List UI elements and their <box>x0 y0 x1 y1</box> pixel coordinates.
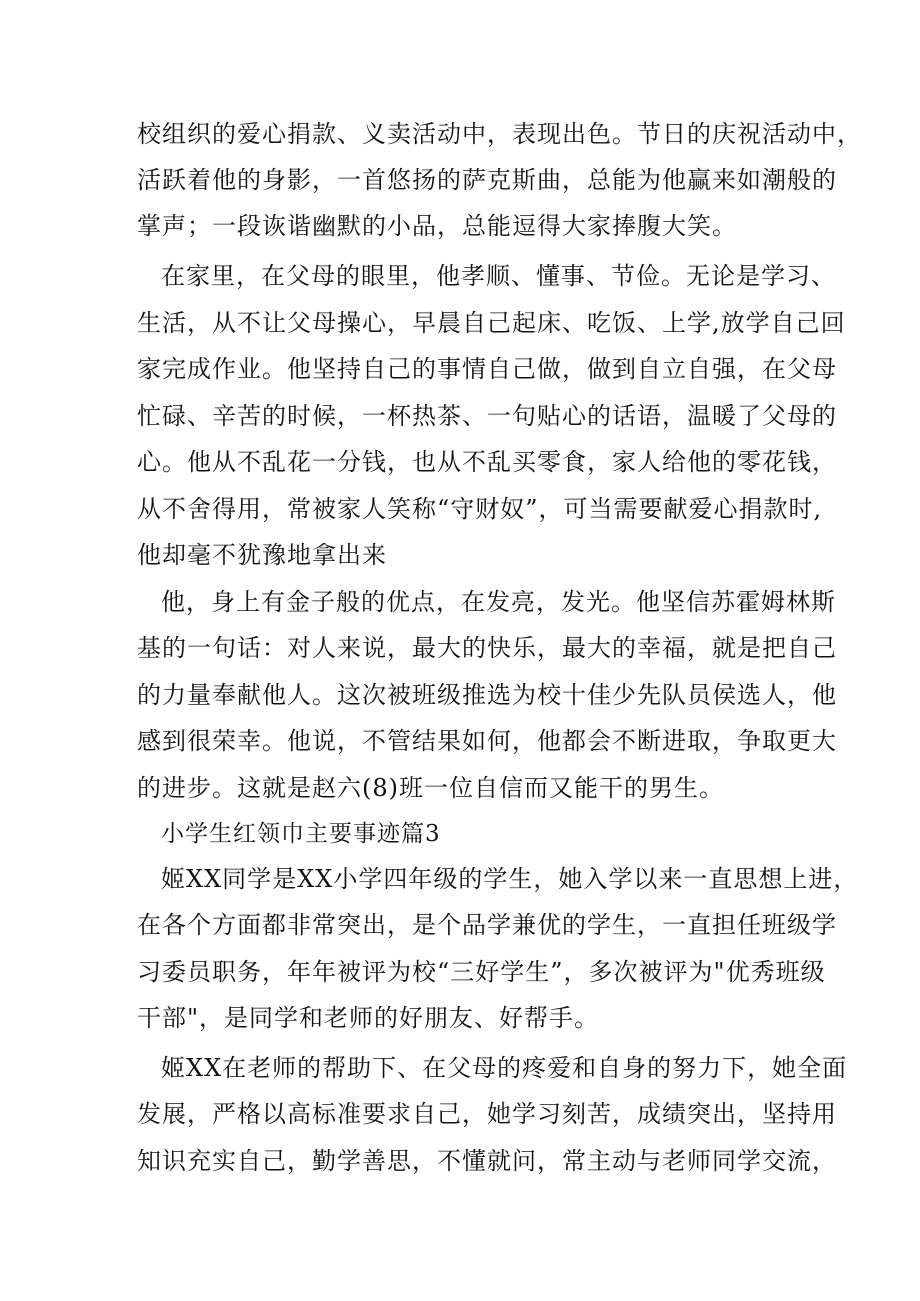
text-line: 校组织的爱心捐款、义卖活动中，表现出色。节日的庆祝活动中， <box>137 120 862 148</box>
text-line: 家完成作业。他坚持自己的事情自己做，做到自立自强，在父母 <box>137 355 837 383</box>
text-line: 他却毫不犹豫地拿出来 <box>137 541 387 569</box>
text-line: 的力量奉献他人。这次被班级推选为校十佳少先队员侯选人，他 <box>137 681 837 709</box>
text-line: 干部"，是同学和老师的好朋友、好帮手。 <box>137 1004 600 1032</box>
text-line: 忙碌、辛苦的时候，一杯热茶、一句贴心的话语，温暖了父母的 <box>137 402 837 430</box>
text-line: 活跃着他的身影，一首悠扬的萨克斯曲，总能为他赢来如潮般的 <box>137 166 837 194</box>
text-line: 基的一句话：对人来说，最大的快乐，最大的幸福，就是把自己 <box>137 634 837 662</box>
text-line: 知识充实自己，勤学善思，不懂就问，常主动与老师同学交流， <box>137 1147 837 1175</box>
text-line: 他，身上有金子般的优点，在发亮，发光。他坚信苏霍姆林斯 <box>161 588 836 616</box>
text-line: 的进步。这就是赵六(8)班一位自信而又能干的男生。 <box>137 774 724 802</box>
text-line: 心。他从不乱花一分钱，也从不乱买零食，家人给他的零花钱， <box>137 448 837 476</box>
text-line: 生活，从不让父母操心，早晨自己起床、吃饭、上学,放学自己回 <box>137 309 846 337</box>
text-line: 姬XX同学是XX小学四年级的学生，她入学以来一直思想上进， <box>161 865 859 893</box>
text-line: 习委员职务，年年被评为校“三好学生”，多次被评为"优秀班级 <box>137 958 826 986</box>
text-line: 感到很荣幸。他说，不管结果如何，他都会不断进取，争取更大 <box>137 727 837 755</box>
text-line: 从不舍得用，常被家人笑称“守财奴”，可当需要献爱心捐款时, <box>137 495 823 523</box>
text-line: 在家里，在父母的眼里，他孝顺、懂事、节俭。无论是学习、 <box>161 262 836 290</box>
text-line: 在各个方面都非常突出，是个品学兼优的学生，一直担任班级学 <box>137 911 837 939</box>
text-line: 发展，严格以高标准要求自己，她学习刻苦，成绩突出，坚持用 <box>137 1100 837 1128</box>
section-heading: 小学生红领巾主要事迹篇3 <box>161 821 441 847</box>
text-line: 姬XX在老师的帮助下、在父母的疼爱和自身的努力下，她全面 <box>161 1054 848 1082</box>
text-line: 掌声；一段诙谐幽默的小品，总能逗得大家捧腹大笑。 <box>137 212 737 240</box>
